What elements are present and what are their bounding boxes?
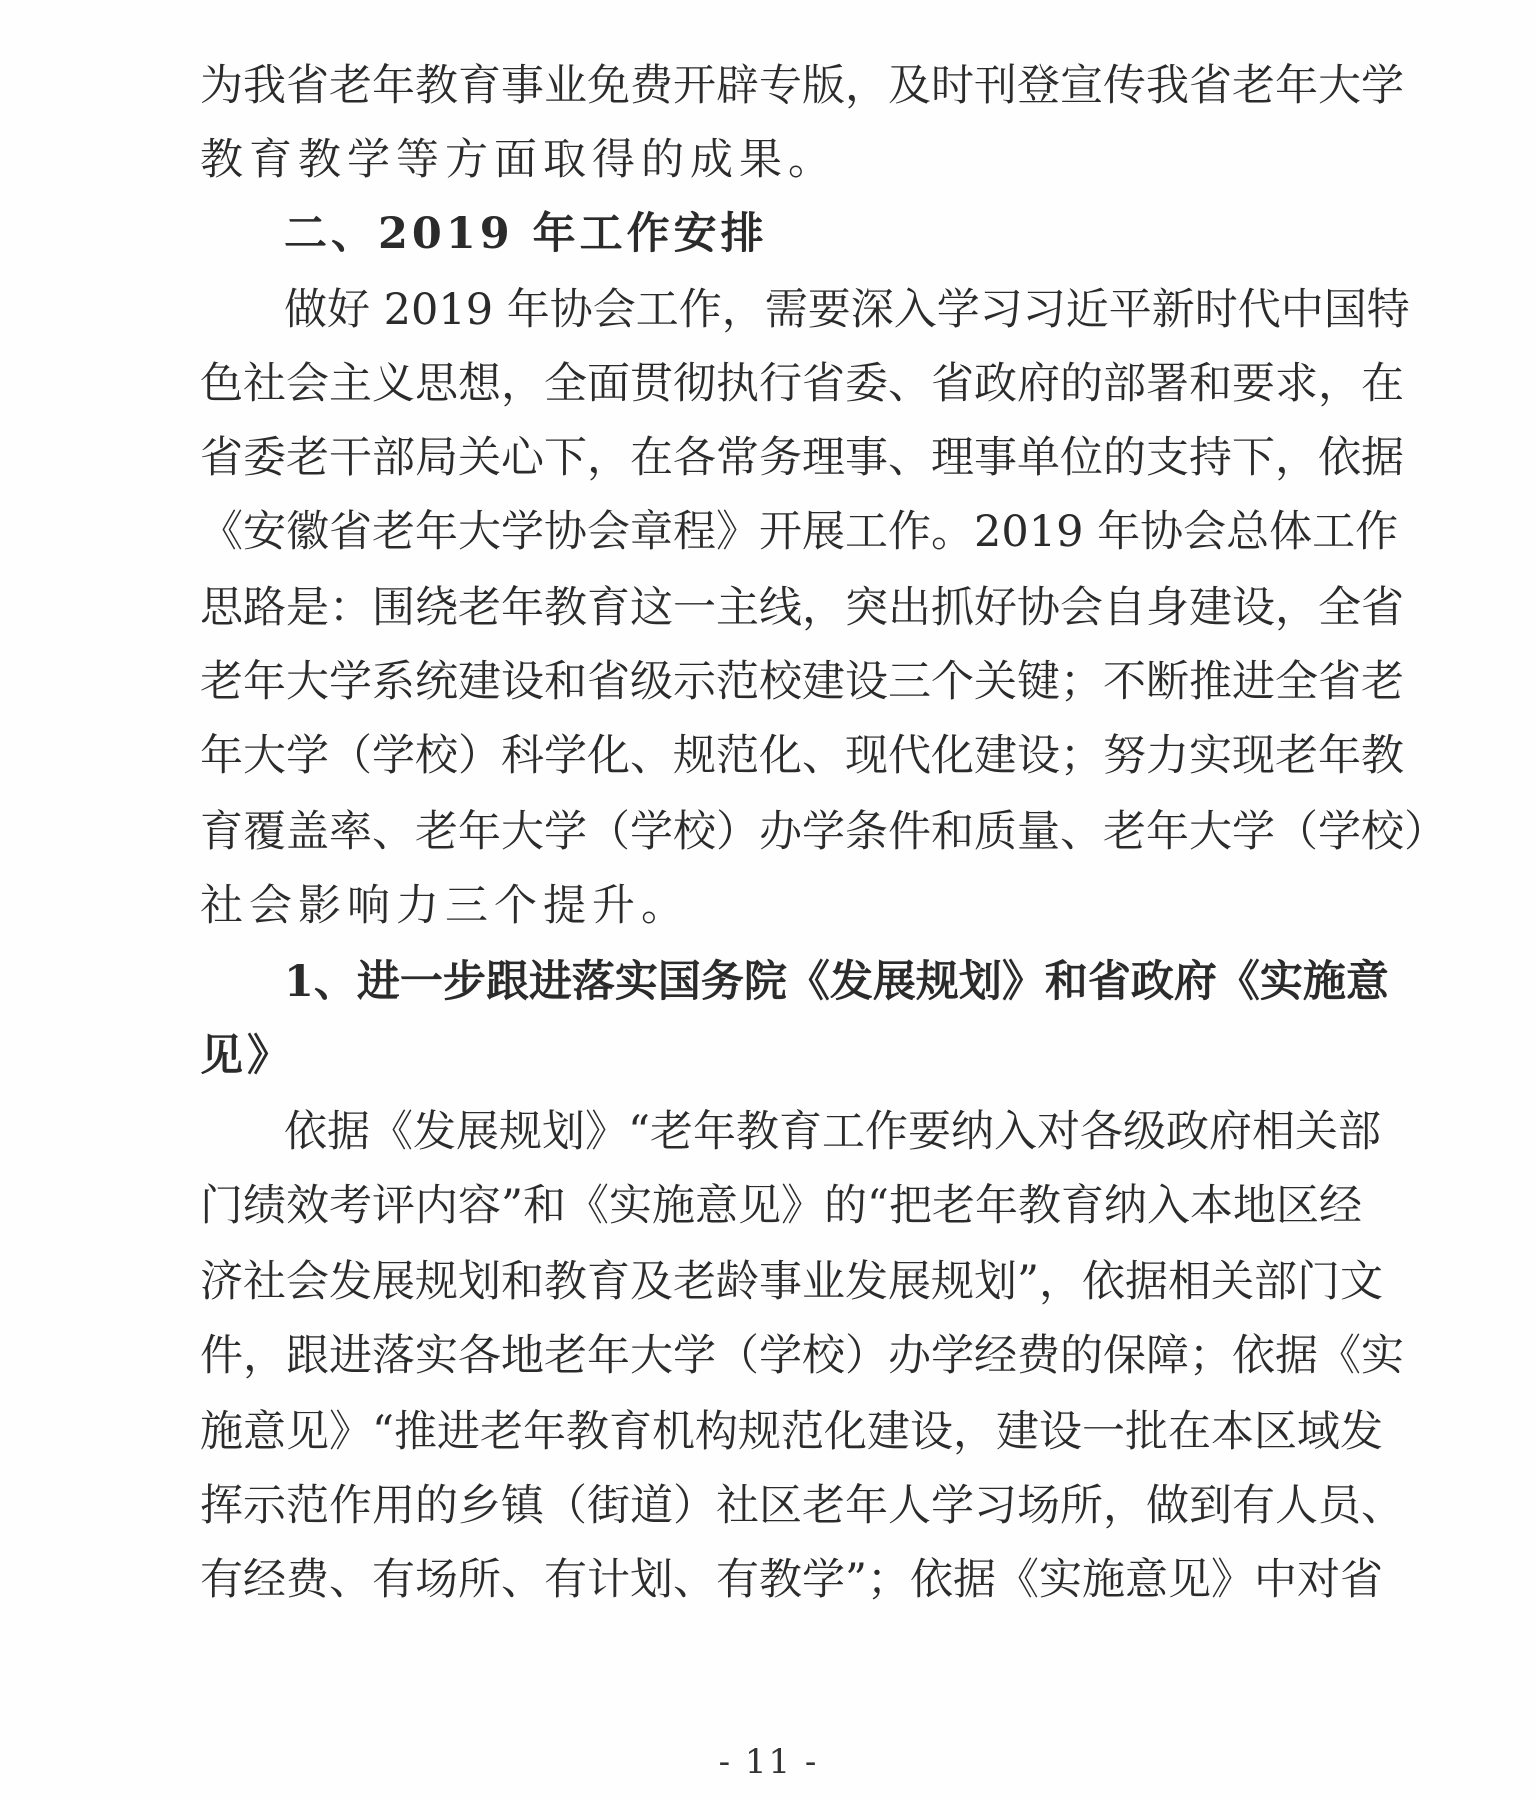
body-text-line: 思路是：围绕老年教育这一主线，突出抓好协会自身建设，全省 [200,583,1404,633]
subsection-heading-continued: 见》 [200,1031,294,1081]
section-heading: 二、2019 年工作安排 [284,209,768,259]
body-text-line: 《安徽省老年大学协会章程》开展工作。2019 年协会总体工作 [200,507,1399,557]
body-text-line: 有经费、有场所、有计划、有教学”；依据《实施意见》中对省 [200,1555,1383,1605]
body-text-line: 济社会发展规划和教育及老龄事业发展规划”，依据相关部门文 [200,1257,1383,1307]
body-text-line: 为我省老年教育事业免费开辟专版，及时刊登宣传我省老年大学 [200,61,1404,111]
body-text-line: 做好 2019 年协会工作，需要深入学习习近平新时代中国特 [284,285,1410,335]
body-text-line: 年大学（学校）科学化、规范化、现代化建设；努力实现老年教 [200,731,1404,781]
body-text-line: 件，跟进落实各地老年大学（学校）办学经费的保障；依据《实 [200,1331,1404,1381]
body-text-line: 施意见》“推进老年教育机构规范化建设，建设一批在本区域发 [200,1407,1383,1457]
page-number: - 11 - [718,1742,819,1782]
body-text-line: 色社会主义思想，全面贯彻执行省委、省政府的部署和要求，在 [200,359,1404,409]
subsection-heading: 1、进一步跟进落实国务院《发展规划》和省政府《实施意 [284,957,1389,1007]
body-text-line: 挥示范作用的乡镇（街道）社区老年人学习场所，做到有人员、 [200,1481,1404,1531]
body-text-line: 社会影响力三个提升。 [200,881,690,931]
body-text-line: 育覆盖率、老年大学（学校）办学条件和质量、老年大学（学校） [200,807,1447,857]
body-text-line: 省委老干部局关心下，在各常务理事、理事单位的支持下，依据 [200,433,1404,483]
body-text-line: 教育教学等方面取得的成果。 [200,135,837,185]
body-text-line: 老年大学系统建设和省级示范校建设三个关键；不断推进全省老 [200,657,1404,707]
body-text-line: 依据《发展规划》“老年教育工作要纳入对各级政府相关部 [284,1107,1381,1157]
body-text-line: 门绩效考评内容”和《实施意见》的“把老年教育纳入本地区经 [200,1181,1362,1231]
